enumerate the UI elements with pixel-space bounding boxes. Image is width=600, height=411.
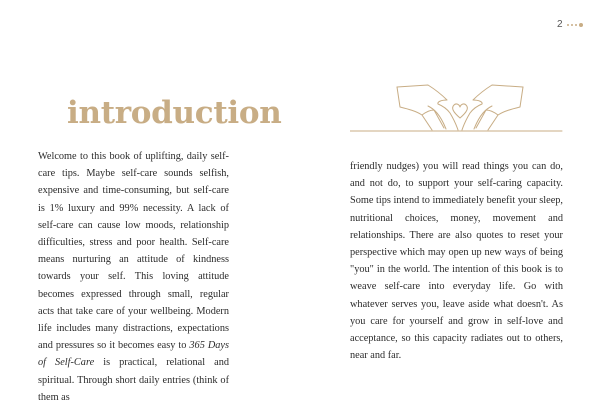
page-number xyxy=(557,19,583,30)
intro-text-left-column xyxy=(38,148,229,406)
page-title: introduction xyxy=(67,95,282,131)
page-number-label: 2 xyxy=(557,19,563,30)
hands-heart-icon xyxy=(350,82,570,134)
intro-text-right-column: friendly nudges) you will read things you can do, and not do, to support your self-caring capacity. Some tips intend to immediately benefit your sleep, nutritional choices, money, movement and relationships. There are also quotes to reset your perspective which may open up new ways of being "you" in the world. The intention of this book is to weave self-care into everyday life. Go with whatever serves you, leave aside what doesn't. As you care for yourself and grow in self-love and acceptance, so this capacity radiates out to others, near and far. xyxy=(350,161,563,362)
page-dots-icon xyxy=(567,23,583,27)
intro-paragraph-start: Welcome to this book of uplifting, daily self-care tips. Maybe self-care sounds selfish, expensive and time-consuming, but self-care is 1% luxury and 99% necessity. A lack of self-care can cause low moods, relationship difficulties, stress and poor health. Self-care means nurturing an attitude of kindness towards your self. This loving attitude becomes expressed through small, regular acts that take care of your wellbeing. Modern life includes many distractions, expectations and pressures so it becomes easy to xyxy=(38,151,229,352)
intro-paragraph-continued: is practical, relational and spiritual. Through short daily entries (think of them as xyxy=(38,357,229,403)
book-title: 365 Days of Self-Care xyxy=(38,340,229,369)
